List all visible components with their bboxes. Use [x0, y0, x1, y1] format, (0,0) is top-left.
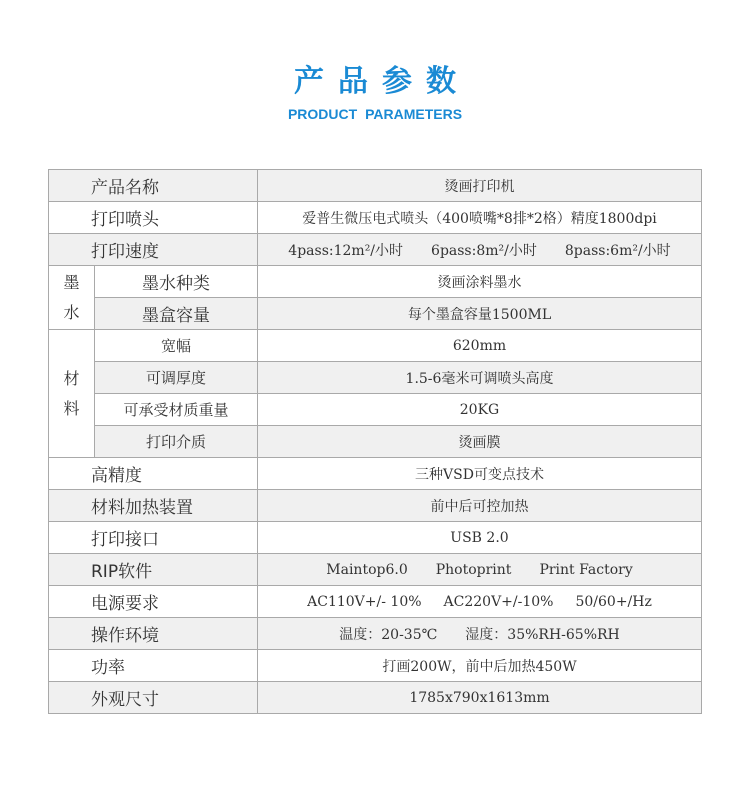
table-row [49, 170, 702, 202]
row-label: 宽幅 [95, 330, 258, 362]
row-value: 烫画打印机 [258, 170, 702, 202]
row-label: 墨盒容量 [95, 298, 258, 330]
row-label: 墨水种类 [95, 266, 258, 298]
table-row [49, 234, 702, 266]
value-part: 6pass:8m²/小时 [431, 242, 537, 259]
row-label: 材料加热装置 [49, 490, 258, 522]
row-value: 1.5-6毫米可调喷头高度 [258, 362, 702, 394]
row-value: 前中后可控加热 [258, 490, 702, 522]
value-part: Photoprint [435, 561, 512, 578]
parameters-table [48, 169, 702, 714]
row-label: 外观尺寸 [49, 682, 258, 714]
row-value: 每个墨盒容量1500ML [258, 298, 702, 330]
table-row [49, 554, 702, 586]
row-label: 打印喷头 [49, 202, 258, 234]
row-value: 爱普生微压电式喷头（400喷嘴*8排*2格）精度1800dpi [258, 202, 702, 234]
group-label-material: 材 料 [49, 330, 95, 458]
row-label: 产品名称 [49, 170, 258, 202]
table-row [49, 458, 702, 490]
row-label: 电源要求 [49, 586, 258, 618]
row-label: 操作环境 [49, 618, 258, 650]
row-value: USB 2.0 [258, 522, 702, 554]
row-label: 打印速度 [49, 234, 258, 266]
table-row [49, 330, 702, 362]
value-part: 50/60+/Hz [575, 593, 652, 610]
table-row [49, 522, 702, 554]
table-row [49, 586, 702, 618]
row-label: 可调厚度 [95, 362, 258, 394]
row-label: 功率 [49, 650, 258, 682]
row-label: 可承受材质重量 [95, 394, 258, 426]
row-value [258, 554, 702, 586]
table-row [49, 298, 702, 330]
row-label: 打印介质 [95, 426, 258, 458]
value-part: 湿度：35%RH-65%RH [465, 626, 620, 643]
table-row [49, 618, 702, 650]
row-value [258, 234, 702, 266]
row-value: 620mm [258, 330, 702, 362]
row-value [258, 586, 702, 618]
value-part: Maintop6.0 [326, 561, 408, 578]
table-row [49, 426, 702, 458]
value-part: AC220V+/-10% [443, 593, 554, 610]
value-part: AC110V+/- 10% [307, 593, 422, 610]
value-part: Print Factory [539, 561, 633, 578]
page-title: 产品参数 [294, 64, 470, 99]
row-value: 20KG [258, 394, 702, 426]
row-value: 烫画膜 [258, 426, 702, 458]
row-label: RIP软件 [49, 554, 258, 586]
table-row [49, 682, 702, 714]
row-value: 烫画涂料墨水 [258, 266, 702, 298]
value-part: 8pass:6m²/小时 [564, 242, 671, 259]
value-part: 4pass:12m²/小时 [288, 242, 404, 259]
table-row [49, 650, 702, 682]
row-value: 三种VSD可变点技术 [258, 458, 702, 490]
table-row [49, 490, 702, 522]
row-label: 高精度 [49, 458, 258, 490]
table-row [49, 266, 702, 298]
table-row [49, 362, 702, 394]
row-value [258, 618, 702, 650]
value-part: 温度：20-35℃ [339, 626, 438, 643]
row-label: 打印接口 [49, 522, 258, 554]
table-row [49, 202, 702, 234]
table-row [49, 394, 702, 426]
page-subtitle: PRODUCT PARAMETERS [287, 106, 463, 122]
group-label-ink: 墨 水 [49, 266, 95, 330]
row-value: 1785x790x1613mm [258, 682, 702, 714]
row-value: 打画200W，前中后加热450W [258, 650, 702, 682]
